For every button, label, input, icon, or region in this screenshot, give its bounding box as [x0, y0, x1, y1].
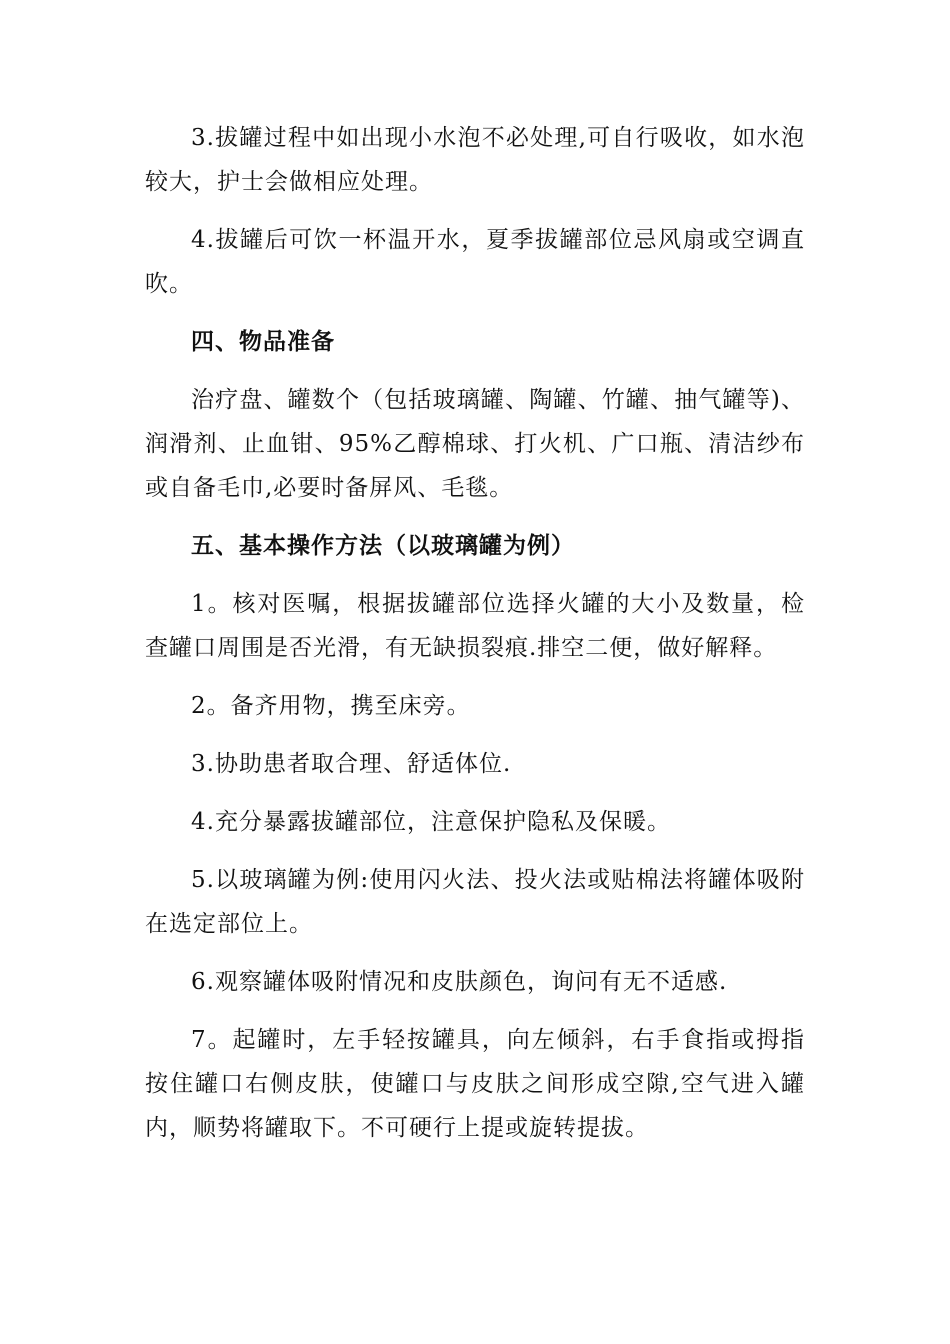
section-heading-supplies: 四、物品准备 [191, 329, 335, 355]
paragraph-step-5: 5.以玻璃罐为例:使用闪火法、投火法或贴棉法将罐体吸附在选定部位上。 [145, 867, 805, 937]
paragraph-step-1: 1。核对医嘱，根据拔罐部位选择火罐的大小及数量，检查罐口周围是否光滑，有无缺损裂痕.排空二便，做好解释。 [145, 591, 805, 661]
paragraph-note-3: 3.拔罐过程中如出现小水泡不必处理,可自行吸收，如水泡较大，护士会做相应处理。 [145, 125, 805, 195]
paragraph-supplies-list: 治疗盘、罐数个（包括玻璃罐、陶罐、竹罐、抽气罐等)、润滑剂、止血钳、95%乙醇棉球、打火机、广口瓶、清洁纱布或自备毛巾,必要时备屏风、毛毯。 [145, 387, 805, 501]
paragraph-step-2: 2。备齐用物，携至床旁。 [191, 693, 471, 719]
paragraph-step-6: 6.观察罐体吸附情况和皮肤颜色，询问有无不适感. [191, 969, 728, 995]
document-body [145, 116, 805, 1164]
paragraph-step-4: 4.充分暴露拔罐部位，注意保护隐私及保暖。 [191, 809, 671, 835]
paragraph-note-4: 4.拔罐后可饮一杯温开水，夏季拔罐部位忌风扇或空调直吹。 [145, 227, 805, 297]
paragraph-step-3: 3.协助患者取合理、舒适体位. [191, 751, 512, 777]
section-heading-procedure: 五、基本操作方法（以玻璃罐为例） [191, 533, 575, 559]
paragraph-step-7: 7。起罐时，左手轻按罐具，向左倾斜，右手食指或拇指按住罐口右侧皮肤，使罐口与皮肤之间形成空隙,空气进入罐内，顺势将罐取下。不可硬行上提或旋转提拔。 [145, 1027, 805, 1141]
